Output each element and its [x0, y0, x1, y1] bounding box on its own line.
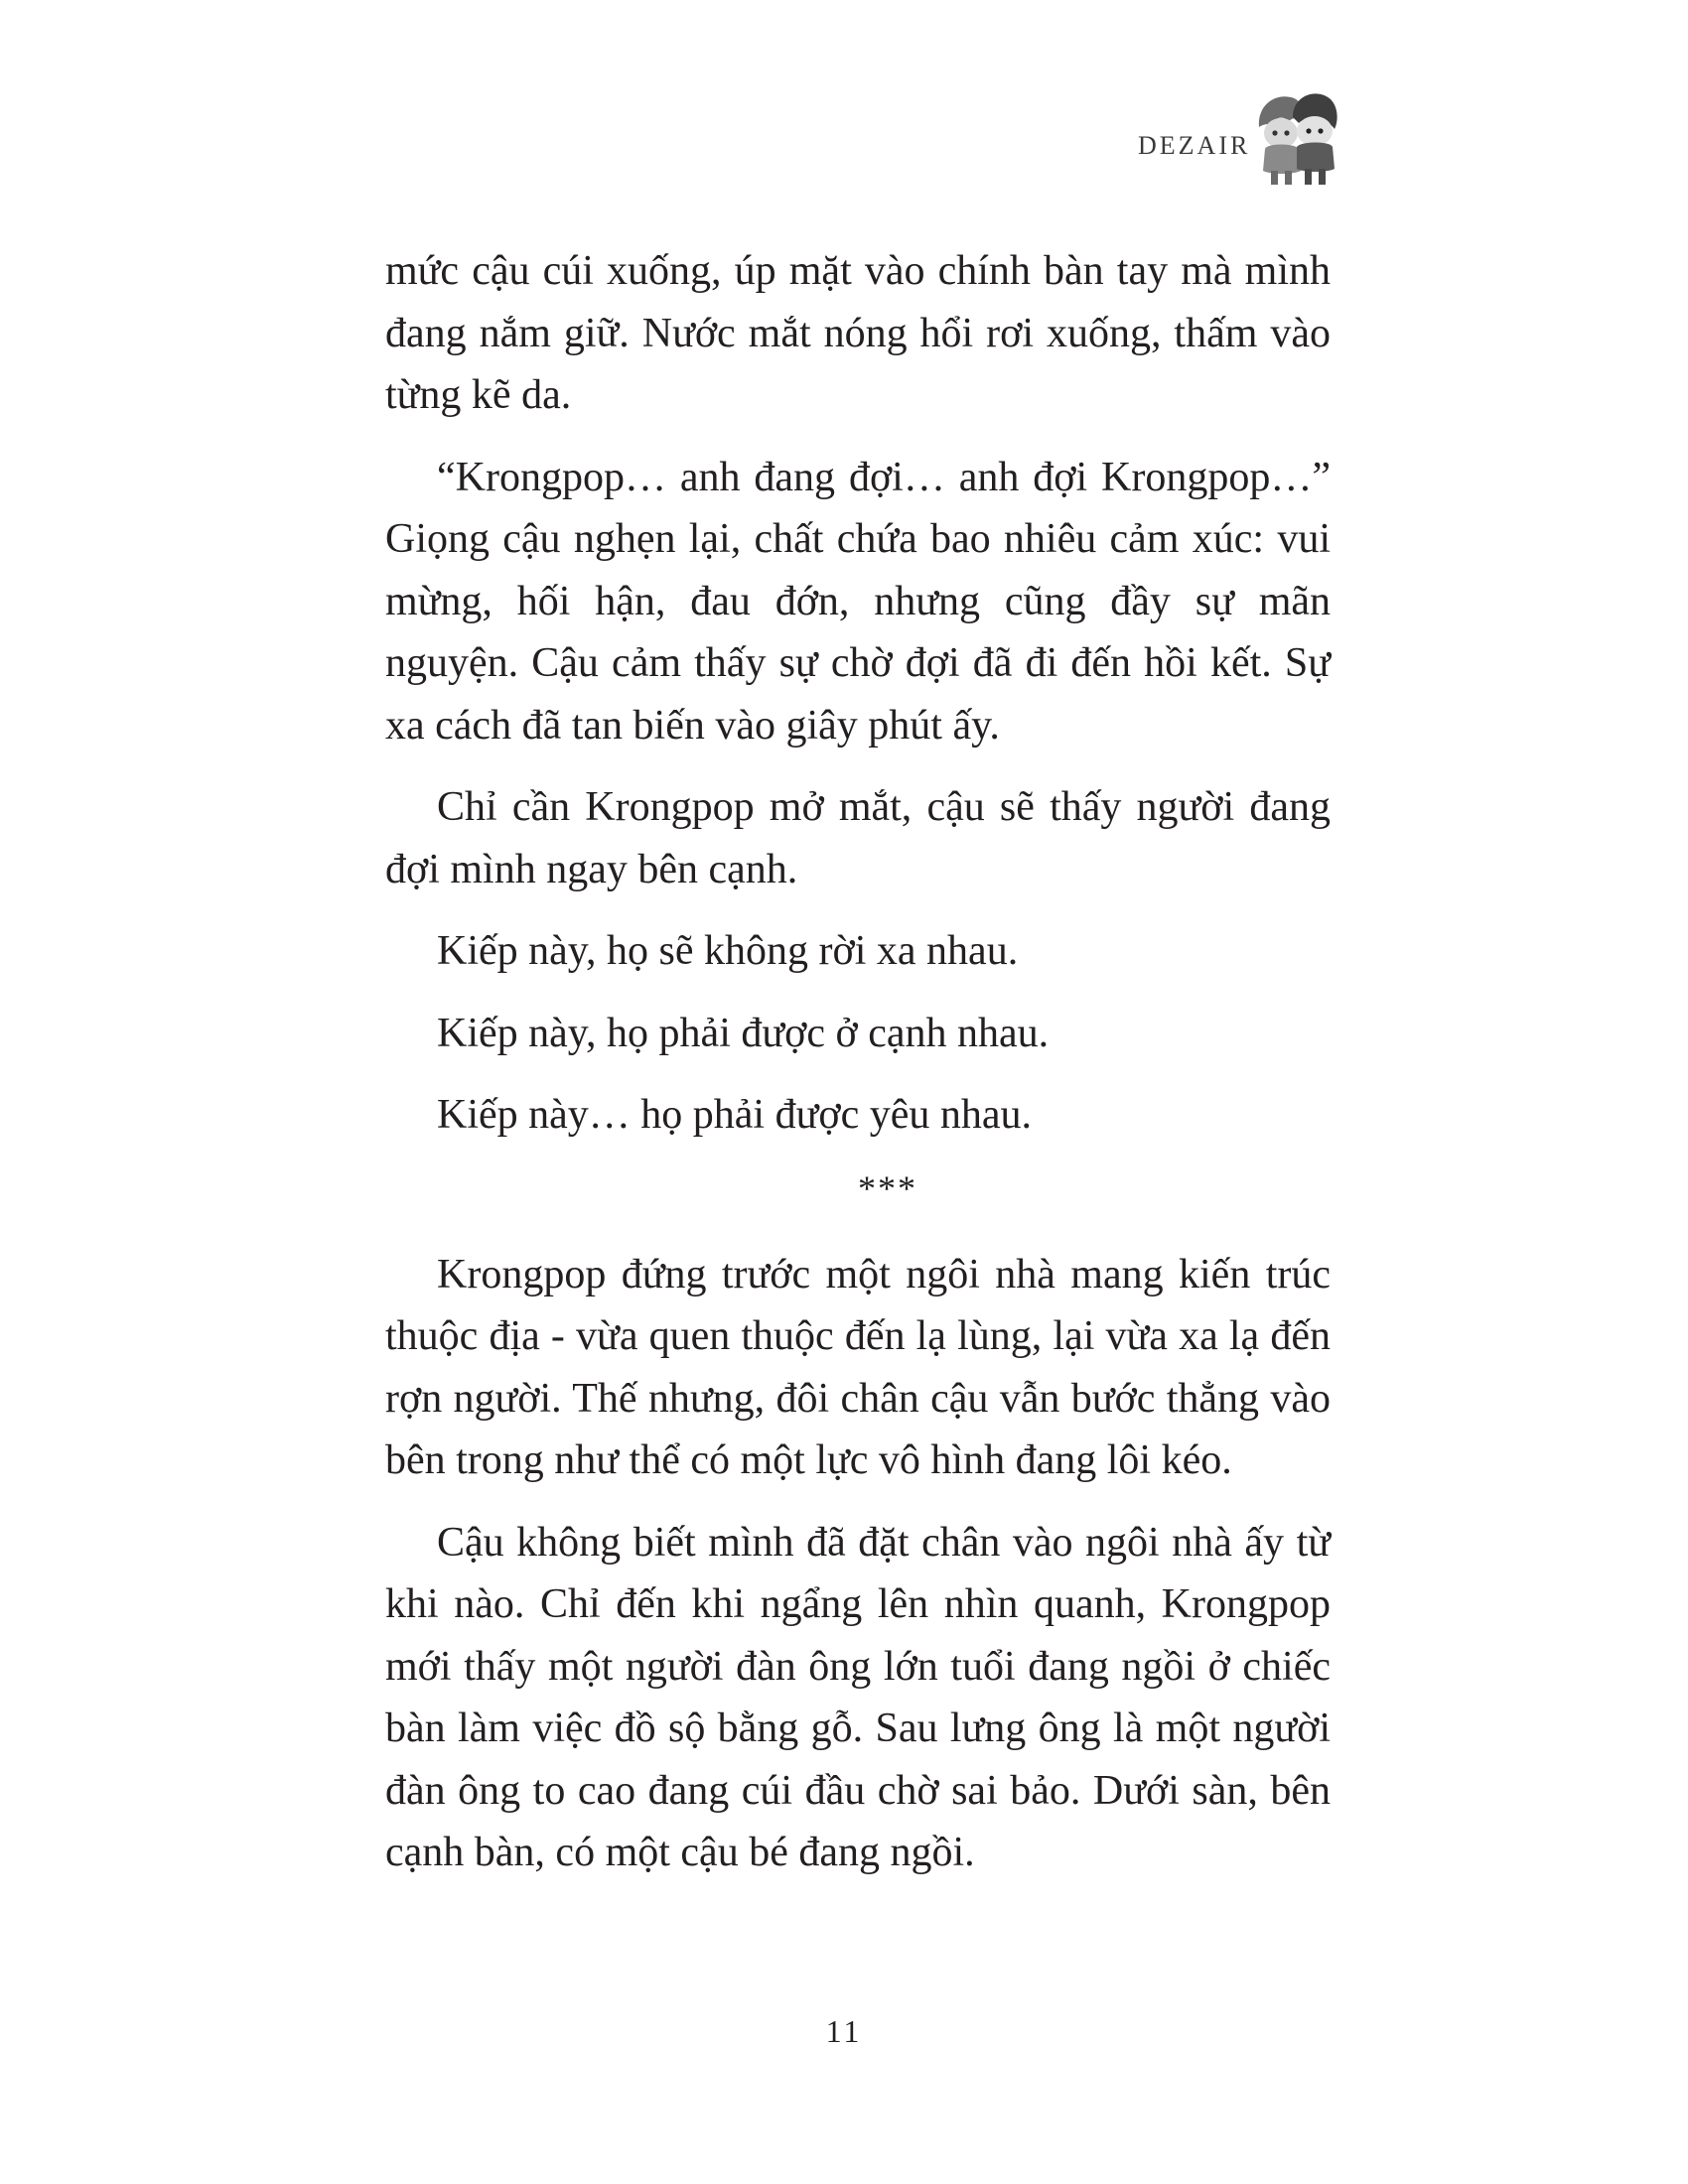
paragraph-8: Cậu không biết mình đã đặt chân vào ngôi nhà ấy từ khi nào. Chỉ đến khi ngẩng lên nhìn quanh, Krongpop mới thấy một người đàn ông lớn tuổi đang ngồi ở chiếc bàn làm việc đồ sộ bằng gỗ. Sau lưng ông là một người đàn ông to cao đang cúi đầu chờ sai bảo. Dưới sàn, bên cạnh bàn, có một cậu bé đang ngồi.: [385, 1519, 1331, 1875]
body-text: [385, 240, 1331, 1904]
scene-separator: ***: [858, 1167, 917, 1208]
paragraph-3: Chỉ cần Krongpop mở mắt, cậu sẽ thấy người đang đợi mình ngay bên cạnh.: [385, 784, 1331, 892]
running-title: DEZAIR: [1138, 131, 1251, 160]
chibi-characters-logo-icon: [1253, 87, 1338, 187]
paragraph-4: Kiếp này, họ sẽ không rời xa nhau.: [437, 928, 1019, 974]
page-number: 11: [825, 2013, 863, 2049]
running-head: [1102, 87, 1340, 197]
paragraph-7: Krongpop đứng trước một ngôi nhà mang kiến trúc thuộc địa - vừa quen thuộc đến lạ lùng, lại vừa xa lạ đến rợn người. Thế nhưng, đôi chân cậu vẫn bước thẳng vào bên trong như thể có một lực vô hình đang lôi kéo.: [385, 1251, 1331, 1483]
paragraph-6: Kiếp này… họ phải được yêu nhau.: [437, 1092, 1032, 1138]
paragraph-2: “Krongpop… anh đang đợi… anh đợi Krongpop…” Giọng cậu nghẹn lại, chất chứa bao nhiêu cảm xúc: vui mừng, hối hận, đau đớn, nhưng cũng đầy sự mãn nguyện. Cậu cảm thấy sự chờ đợi đã đi đến hồi kết. Sự xa cách đã tan biến vào giây phút ấy.: [385, 454, 1331, 749]
paragraph-1: mức cậu cúi xuống, úp mặt vào chính bàn tay mà mình đang nắm giữ. Nước mắt nóng hổi rơi xuống, thấm vào từng kẽ da.: [385, 248, 1331, 418]
paragraph-5: Kiếp này, họ phải được ở cạnh nhau.: [437, 1010, 1050, 1056]
